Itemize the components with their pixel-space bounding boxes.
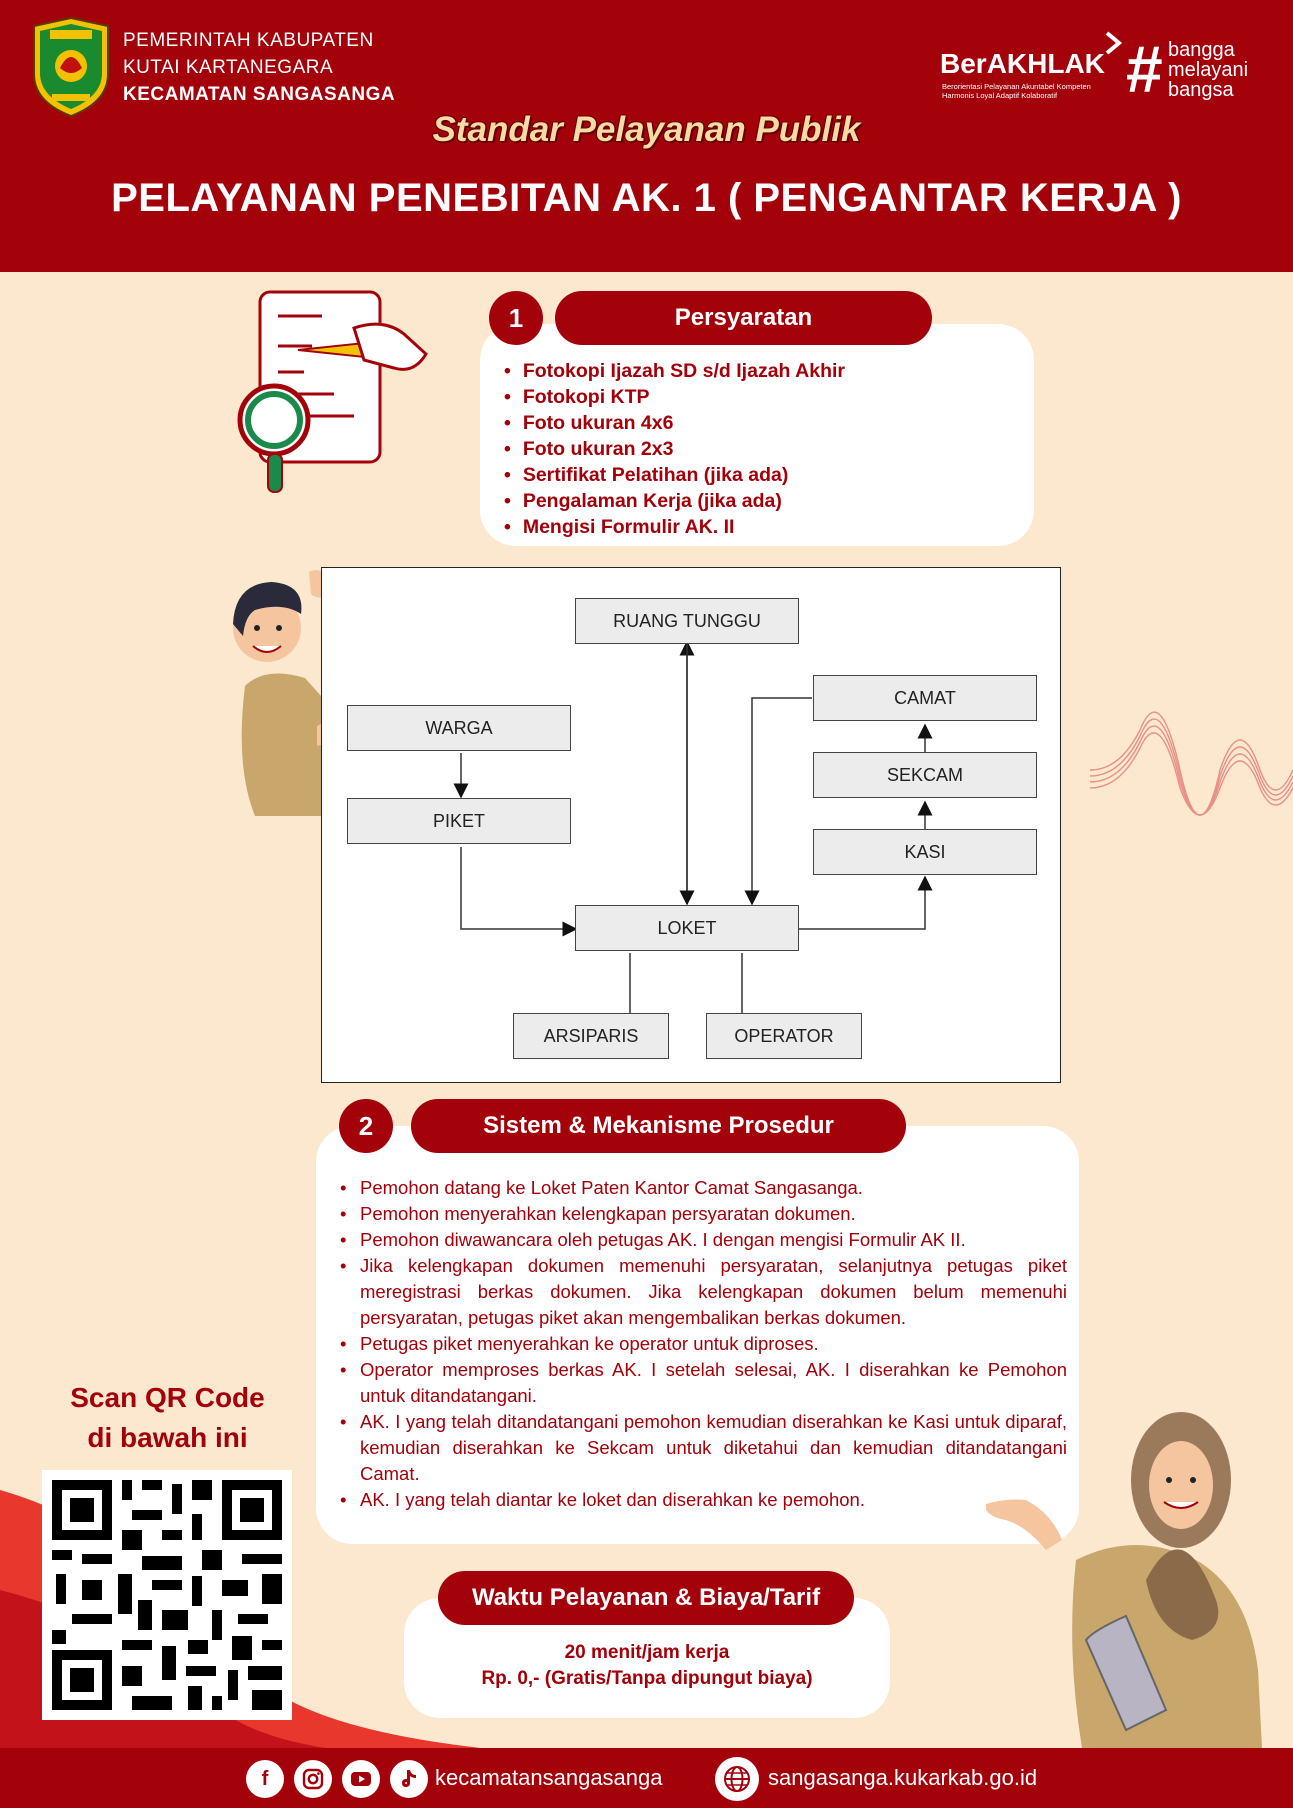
gov-line-2: KUTAI KARTANEGARA <box>123 57 334 78</box>
list-item: • Pemohon menyerahkan kelengkapan persyaratan dokumen. <box>338 1201 1067 1227</box>
instagram-icon[interactable] <box>294 1760 332 1798</box>
procedure-list <box>338 1175 1067 1513</box>
list-item: • Foto ukuran 2x3 <box>504 436 845 462</box>
list-item: • Fotokopi KTP <box>504 384 845 410</box>
diagram-box-operator: OPERATOR <box>706 1013 862 1059</box>
section-1-badge: 1 <box>489 291 543 345</box>
female-officer-illustration-icon <box>986 1390 1286 1748</box>
section-1-title: Persyaratan <box>555 291 932 345</box>
diagram-box-warga: WARGA <box>347 705 571 751</box>
chevron-right-icon <box>1103 30 1125 56</box>
list-item: • AK. I yang telah diantar ke loket dan diserahkan ke pemohon. <box>338 1487 1067 1513</box>
qr-heading-line2: di bawah ini <box>87 1422 248 1453</box>
facebook-icon[interactable]: f <box>246 1760 284 1798</box>
hashtag-word-2: melayani <box>1168 59 1249 81</box>
male-officer-illustration-icon <box>225 566 335 816</box>
gov-line-3: KECAMATAN SANGASANGA <box>123 84 396 105</box>
globe-icon <box>715 1757 759 1801</box>
list-item: • Jika kelengkapan dokumen memenuhi persyaratan, selanjutnya petugas piket meregistrasi berkas dokumen. Jika kelengkapan dokumen belum memenuhi persyaratan, petugas piket akan mengembalikan berkas dokumen. <box>338 1253 1067 1331</box>
section-2-badge: 2 <box>339 1099 393 1153</box>
flow-diagram <box>321 567 1061 1083</box>
page-subtitle: Standar Pelayanan Publik <box>432 110 861 149</box>
service-cost: Rp. 0,- (Gratis/Tanpa dipungut biaya) <box>481 1668 813 1689</box>
tiktok-icon[interactable] <box>390 1760 428 1798</box>
time-cost-title: Waktu Pelayanan & Biaya/Tarif <box>438 1571 854 1625</box>
list-item: • Pengalaman Kerja (jika ada) <box>504 488 845 514</box>
list-item: • Fotokopi Ijazah SD s/d Ijazah Akhir <box>504 358 845 384</box>
berakhlak-tagline: Berorientasi Pelayanan Akuntabel Kompeten Harmonis Loyal Adaptif Kolaboratif <box>942 82 1091 100</box>
website-link[interactable]: sangasanga.kukarkab.go.id <box>768 1765 1038 1790</box>
list-item: • Foto ukuran 4x6 <box>504 410 845 436</box>
diagram-box-kasi: KASI <box>813 829 1037 875</box>
hashtag-icon: # <box>1125 32 1162 106</box>
hashtag-word-1: bangga <box>1168 39 1235 61</box>
diagram-box-loket: LOKET <box>575 905 799 951</box>
qr-heading <box>40 1378 295 1458</box>
section-2-title: Sistem & Mekanisme Prosedur <box>411 1099 906 1153</box>
youtube-icon[interactable] <box>342 1760 380 1798</box>
qr-code-icon <box>42 1470 292 1720</box>
decorative-wave-icon <box>1090 670 1293 880</box>
diagram-box-ruang-tunggu: RUANG TUNGGU <box>575 598 799 644</box>
qr-heading-line1: Scan QR Code <box>70 1382 265 1413</box>
diagram-box-arsiparis: ARSIPARIS <box>513 1013 669 1059</box>
requirements-list <box>504 358 845 540</box>
berakhlak-logo: BerAKHLAK <box>940 48 1105 79</box>
hashtag-word-3: bangsa <box>1168 79 1234 101</box>
social-handle[interactable]: kecamatansangasanga <box>435 1765 663 1790</box>
gov-line-1: PEMERINTAH KABUPATEN <box>123 30 374 51</box>
time-cost-details <box>404 1640 890 1692</box>
diagram-box-sekcam: SEKCAM <box>813 752 1037 798</box>
list-item: • Pemohon diwawancara oleh petugas AK. I dengan mengisi Formulir AK II. <box>338 1227 1067 1253</box>
service-duration: 20 menit/jam kerja <box>564 1642 730 1663</box>
list-item: • Mengisi Formulir AK. II <box>504 514 845 540</box>
list-item: • Operator memproses berkas AK. I setelah selesai, AK. I diserahkan ke Pemohon untuk ditandatangani. <box>338 1357 1067 1409</box>
list-item: • AK. I yang telah ditandatangani pemohon kemudian diserahkan ke Kasi untuk diparaf, kemudian diserahkan ke Sekcam untuk diketahui dan kemudian ditandatangani Camat. <box>338 1409 1067 1487</box>
kutai-kartanegara-emblem-icon <box>30 16 112 118</box>
list-item: • Pemohon datang ke Loket Paten Kantor Camat Sangasanga. <box>338 1175 1067 1201</box>
diagram-box-camat: CAMAT <box>813 675 1037 721</box>
list-item: • Sertifikat Pelatihan (jika ada) <box>504 462 845 488</box>
qr-code[interactable] <box>42 1470 292 1720</box>
diagram-box-piket: PIKET <box>347 798 571 844</box>
document-magnifier-illustration-icon <box>234 288 434 498</box>
list-item: • Petugas piket menyerahkan ke operator untuk diproses. <box>338 1331 1067 1357</box>
page-title: PELAYANAN PENEBITAN AK. 1 ( PENGANTAR KERJA ) <box>111 176 1182 220</box>
